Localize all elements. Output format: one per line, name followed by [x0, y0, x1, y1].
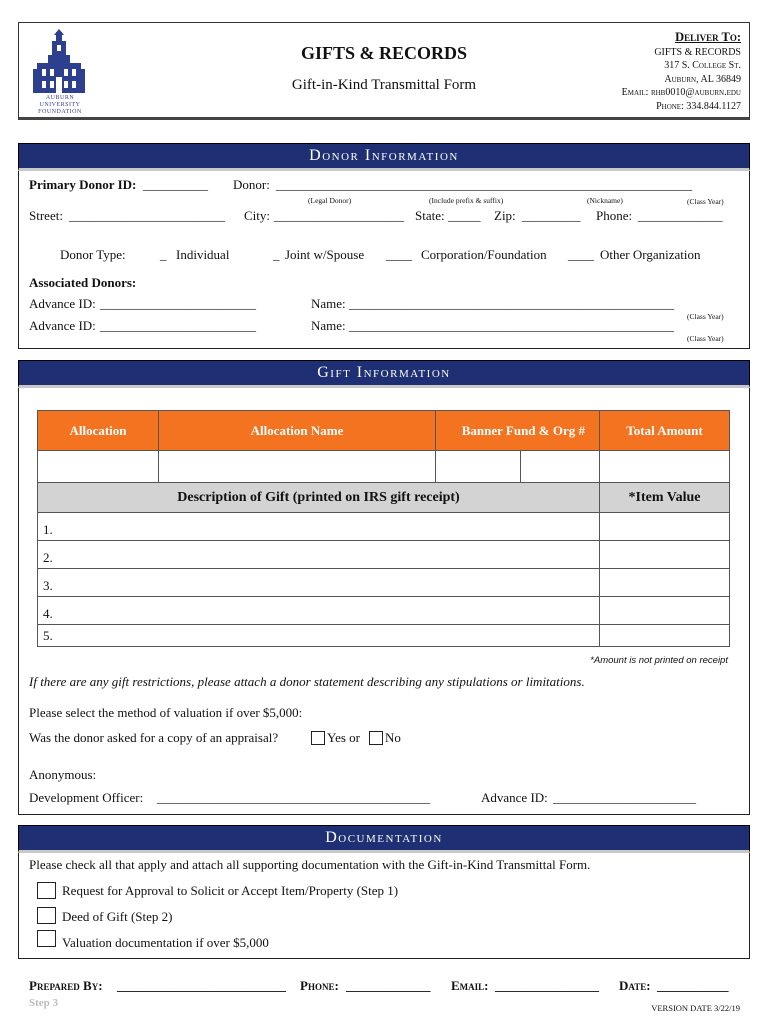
advance-id-field[interactable]: ______________________ — [553, 790, 696, 805]
step-label: Step 3 — [29, 997, 59, 1009]
valuation-method-label: Please select the method of valuation if over $5,000: — [29, 705, 303, 720]
item-value-cell-2[interactable] — [600, 541, 730, 569]
description-header-row — [38, 483, 730, 513]
appraisal-question-label: Was the donor asked for a copy of an appraisal? — [29, 730, 279, 745]
documentation-header: Documentation — [18, 825, 750, 853]
city-field[interactable]: ____________________ — [274, 208, 404, 223]
version-date: VERSION DATE 3/22/19 — [651, 1003, 740, 1013]
footer-date-label: Date: — [619, 978, 651, 993]
allocation-entry-row — [38, 451, 730, 483]
primary-donor-id-label: Primary Donor ID: — [29, 177, 137, 192]
table-row — [38, 597, 730, 625]
appraisal-yes-label: Yes or — [327, 730, 360, 745]
allocation-column-header: Allocation — [38, 411, 159, 451]
advance-id-label: Advance ID: — [481, 790, 548, 805]
associated-name-label-2: Name: — [311, 318, 346, 333]
gift-table — [37, 410, 730, 647]
appraisal-yes-checkbox[interactable] — [311, 731, 325, 745]
deed-of-gift-label: Deed of Gift (Step 2) — [62, 909, 173, 924]
deliver-to-title: Deliver To: — [675, 30, 741, 44]
deliver-line-street: 317 S. College St. — [664, 60, 741, 71]
zip-label: Zip: — [494, 208, 516, 223]
total-amount-column-header: Total Amount — [600, 411, 730, 451]
gift-table-header-row — [38, 411, 730, 451]
valuation-documentation-label: Valuation documentation if over $5,000 — [62, 935, 269, 950]
donor-type-joint-label: Joint w/Spouse — [285, 247, 365, 262]
approval-request-checkbox[interactable] — [37, 882, 56, 899]
deliver-line-city: Auburn, AL 36849 — [664, 73, 741, 85]
associated-donors-label: Associated Donors: — [29, 275, 137, 290]
development-officer-label: Development Officer: — [29, 790, 144, 805]
table-row — [38, 625, 730, 647]
donor-type-joint-blank[interactable]: _ — [273, 247, 280, 262]
street-field[interactable]: ________________________ — [69, 208, 225, 223]
form-header — [18, 22, 750, 120]
footer-email-field[interactable]: ________________ — [495, 978, 599, 993]
donor-label: Donor: — [233, 177, 270, 192]
donor-information-header: Donor Information — [18, 143, 750, 171]
primary-donor-id-field[interactable]: __________ — [143, 177, 208, 192]
description-line-5[interactable]: 5. — [38, 625, 600, 647]
donor-name-field[interactable]: ________________________________________________________________ — [276, 177, 692, 192]
city-label: City: — [244, 208, 271, 223]
description-line-1[interactable]: 1. — [38, 513, 600, 541]
class-year-sublabel-2: (Class Year) — [687, 334, 724, 343]
form-subtitle: Gift-in-Kind Transmittal Form — [291, 77, 477, 93]
phone-label: Phone: — [596, 208, 633, 223]
legal-donor-sublabel: (Legal Donor) — [308, 196, 352, 205]
street-label: Street: — [29, 208, 63, 223]
class-year-sublabel: (Class Year) — [687, 197, 724, 206]
logo-text: AUBURN UNIVERSITY FOUNDATION — [38, 95, 82, 115]
amount-not-printed-note: *Amount is not printed on receipt — [590, 655, 728, 666]
item-value-cell-1[interactable] — [600, 513, 730, 541]
donor-type-label: Donor Type: — [60, 247, 126, 262]
zip-field[interactable]: _________ — [522, 208, 581, 223]
phone-field[interactable]: _____________ — [638, 208, 723, 223]
associated-name-label-1: Name: — [311, 296, 346, 311]
deliver-line-phone: Phone: 334.844.1127 — [656, 100, 741, 112]
form-title: GIFTS & RECORDS — [300, 43, 468, 63]
donor-type-corporation-label: Corporation/Foundation — [421, 247, 547, 262]
state-field[interactable]: _____ — [448, 208, 481, 223]
description-line-3[interactable]: 3. — [38, 569, 600, 597]
table-row — [38, 513, 730, 541]
anonymous-label: Anonymous: — [29, 767, 97, 782]
auburn-university-logo — [31, 29, 87, 113]
donor-type-other-label: Other Organization — [600, 247, 701, 262]
banner-fund-cell[interactable] — [436, 451, 521, 483]
valuation-documentation-checkbox[interactable] — [37, 930, 56, 947]
donor-type-individual-label: Individual — [176, 247, 230, 262]
description-line-2[interactable]: 2. — [38, 541, 600, 569]
description-column-header: Description of Gift (printed on IRS gift receipt) — [38, 483, 600, 513]
advance-id-field-1[interactable]: ________________________ — [100, 296, 256, 311]
advance-id-field-2[interactable]: ________________________ — [100, 318, 256, 333]
deed-of-gift-checkbox[interactable] — [37, 907, 56, 924]
prepared-by-field[interactable]: __________________________ — [117, 978, 286, 993]
table-row — [38, 541, 730, 569]
donor-type-other-blank[interactable]: ____ — [568, 247, 594, 262]
nickname-sublabel: (Nickname) — [587, 196, 623, 205]
documentation-instruction: Please check all that apply and attach all supporting documentation with the Gift-in-Kind Transmittal Form. — [29, 857, 591, 872]
prefix-suffix-sublabel: (Include prefix & suffix) — [429, 196, 504, 205]
description-line-4[interactable]: 4. — [38, 597, 600, 625]
item-value-column-header: *Item Value — [600, 483, 730, 513]
donor-type-corporation-blank[interactable]: ____ — [386, 247, 412, 262]
associated-name-field-1[interactable]: __________________________________________________ — [349, 296, 674, 311]
footer-phone-field[interactable]: _____________ — [346, 978, 431, 993]
prepared-by-label: Prepared By: — [29, 978, 103, 993]
advance-id-label-1: Advance ID: — [29, 296, 96, 311]
allocation-name-cell[interactable] — [159, 451, 436, 483]
banner-fund-column-header: Banner Fund & Org # — [436, 411, 600, 451]
development-officer-field[interactable]: __________________________________________ — [157, 790, 430, 805]
approval-request-label: Request for Approval to Solicit or Accept Item/Property (Step 1) — [62, 883, 399, 898]
gift-restrictions-note: If there are any gift restrictions, please attach a donor statement describing any stipulations or limitations. — [29, 674, 585, 689]
gift-information-header: Gift Information — [18, 360, 750, 388]
appraisal-no-checkbox[interactable] — [369, 731, 383, 745]
allocation-name-column-header: Allocation Name — [159, 411, 436, 451]
item-value-cell-5[interactable] — [600, 625, 730, 647]
associated-name-field-2[interactable]: __________________________________________________ — [349, 318, 674, 333]
banner-org-cell[interactable] — [521, 451, 600, 483]
deliver-line-email: Email: rhb0010@auburn.edu — [621, 87, 741, 98]
advance-id-label-2: Advance ID: — [29, 318, 96, 333]
deliver-to-block — [622, 31, 741, 113]
appraisal-no-label: No — [385, 730, 401, 745]
item-value-cell-4[interactable] — [600, 597, 730, 625]
footer-phone-label: Phone: — [300, 978, 339, 993]
table-row — [38, 569, 730, 597]
total-amount-cell[interactable] — [600, 451, 730, 483]
footer-email-label: Email: — [451, 978, 489, 993]
deliver-line-dept: GIFTS & RECORDS — [654, 46, 741, 58]
footer-date-field[interactable]: ___________ — [657, 978, 729, 993]
state-label: State: — [415, 208, 445, 223]
item-value-cell-3[interactable] — [600, 569, 730, 597]
class-year-sublabel-1: (Class Year) — [687, 312, 724, 321]
donor-type-individual-blank[interactable]: _ — [160, 247, 167, 262]
allocation-cell[interactable] — [38, 451, 159, 483]
